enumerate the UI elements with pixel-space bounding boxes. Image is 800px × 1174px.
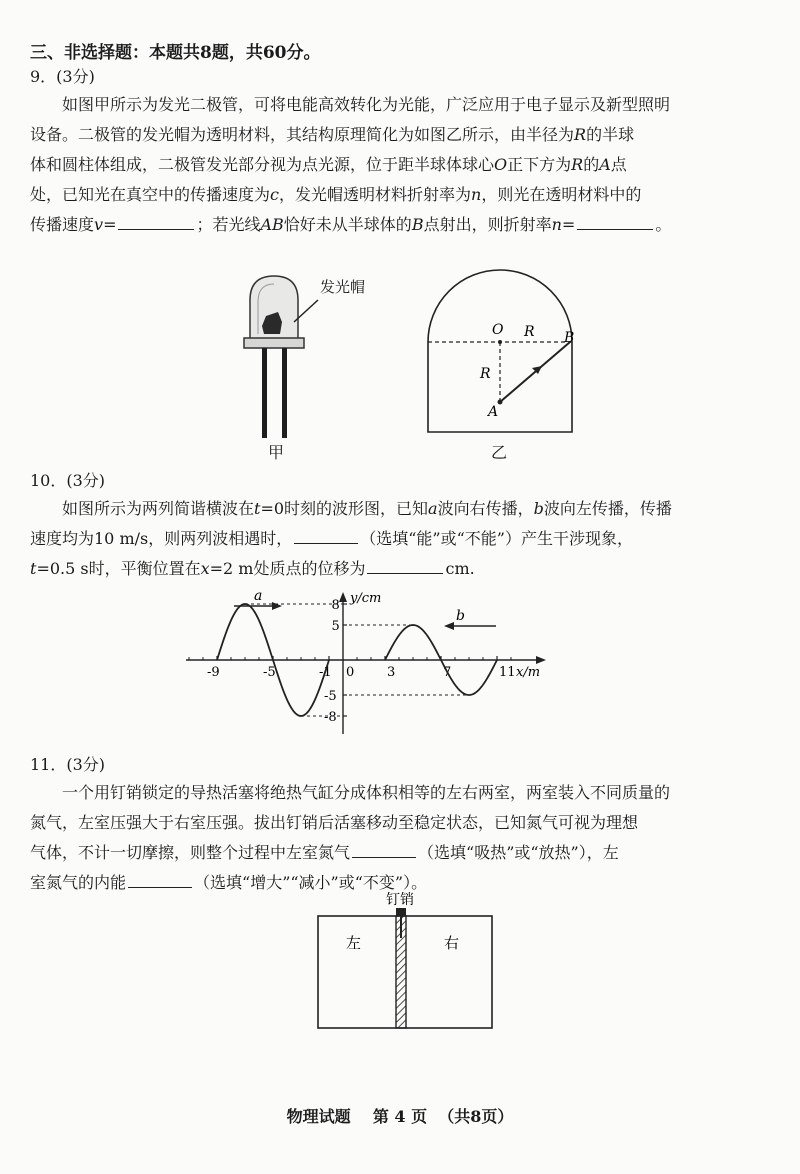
footer-page: 第 4 页 — [372, 1107, 428, 1126]
figure-yi-diagram — [420, 250, 590, 440]
question-10-head: 10．(3分) — [30, 471, 106, 490]
wave-a-label: a — [254, 588, 263, 604]
label-R-left: R — [480, 366, 491, 382]
x-tick-label: -5 — [263, 665, 276, 680]
led-lead-left — [262, 348, 267, 438]
question-10-text — [30, 494, 774, 584]
y-tick-label: 8 — [331, 598, 340, 613]
label-A: A — [488, 404, 499, 420]
footer-subject: 物理试题 — [286, 1107, 351, 1126]
figure-cylinder — [316, 890, 496, 1030]
x-tick-label: -1 — [319, 665, 332, 680]
y-axis — [339, 592, 347, 734]
q11-line-1: 一个用钉销锁定的导热活塞将绝热气缸分成体积相等的左右两室，两室装入不同质量的 — [62, 783, 671, 802]
x-tick-label: 7 — [443, 665, 452, 680]
q10-line-2: 速度均为10 m/s，则两列波相遇时， （选填“能”或“不能”）产生干涉现象， — [30, 529, 633, 548]
y-tick-label: -5 — [324, 689, 337, 704]
x-axis — [186, 656, 546, 664]
y-axis-label: y/cm — [350, 591, 382, 606]
q11-line-3: 气体，不计一切摩擦，则整个过程中左室氮气 （选填“吸热”或“放热”），左 — [30, 843, 619, 862]
answer-blank-heat[interactable] — [352, 843, 416, 858]
answer-blank-interference[interactable] — [294, 529, 358, 544]
led-cap-label: 发光帽 — [320, 278, 366, 296]
wave-graph — [180, 588, 560, 738]
pin-label: 钉销 — [386, 892, 414, 908]
x-axis-label: x/m — [516, 665, 541, 680]
footer-total: （共8页） — [438, 1107, 514, 1126]
y-tick-label: -8 — [324, 710, 337, 725]
ray-AB — [500, 342, 570, 402]
wave-b-label: b — [456, 608, 465, 624]
figure-jia-led — [236, 272, 366, 442]
question-11-head: 11．(3分) — [30, 755, 106, 774]
x-tick-label: 3 — [387, 665, 396, 680]
y-tick-label: 5 — [331, 619, 340, 634]
question-11-text — [30, 778, 774, 898]
question-9-text — [30, 90, 774, 240]
figure-jia-caption: 甲 — [268, 443, 285, 462]
led-base-ring — [244, 338, 304, 348]
right-chamber-label: 右 — [444, 934, 460, 952]
label-O: O — [492, 322, 504, 338]
q11-line-2: 氮气，左室压强大于右室压强。拔出钉销后活塞移动至稳定状态，已知氮气可视为理想 — [30, 813, 639, 832]
origin-label: 0 — [346, 665, 355, 680]
answer-blank-v[interactable] — [118, 215, 194, 230]
label-R-top: R — [524, 324, 535, 340]
q11-line-4: 室氮气的内能 （选填“增大”“减小”或“不变”）。 — [30, 873, 428, 892]
q9-line-5: 传播速度v= ；若光线AB恰好未从半球体的B点射出，则折射率n= 。 — [30, 215, 672, 234]
answer-blank-internal-energy[interactable] — [128, 873, 192, 888]
point-O — [498, 340, 502, 344]
q9-line-4: 处，已知光在真空中的传播速度为c，发光帽透明材料折射率为n，则光在透明材料中的 — [30, 185, 642, 204]
q10-line-3: t=0.5 s时，平衡位置在x=2 m处质点的位移为 cm. — [30, 559, 475, 578]
point-A — [498, 400, 503, 405]
led-lead-right — [282, 348, 287, 438]
left-chamber-label: 左 — [346, 934, 362, 952]
x-tick-label: -9 — [207, 665, 220, 680]
answer-blank-n[interactable] — [577, 215, 653, 230]
page-footer — [0, 1104, 800, 1127]
q9-line-1: 如图甲所示为发光二极管，可将电能高效转化为光能，广泛应用于电子显示及新型照明 — [62, 95, 671, 114]
q9-line-3: 体和圆柱体组成，二极管发光部分视为点光源，位于距半球体球心O正下方为R的A点 — [30, 155, 627, 174]
wave-b-direction-arrow — [444, 622, 496, 630]
section-title: 三、非选择题：本题共8题，共60分。 — [30, 43, 321, 63]
q10-line-1: 如图所示为两列简谐横波在t=0时刻的波形图，已知a波向右传播，b波向左传播，传播 — [62, 499, 672, 518]
answer-blank-displacement[interactable] — [367, 559, 443, 574]
label-B: B — [564, 330, 575, 346]
x-tick-label: 11 — [499, 665, 516, 680]
question-9-head: 9．(3分) — [30, 67, 95, 86]
figure-yi-caption: 乙 — [491, 443, 508, 462]
q9-line-2: 设备。二极管的发光帽为透明材料，其结构原理简化为如图乙所示，由半径为R的半球 — [30, 125, 635, 144]
